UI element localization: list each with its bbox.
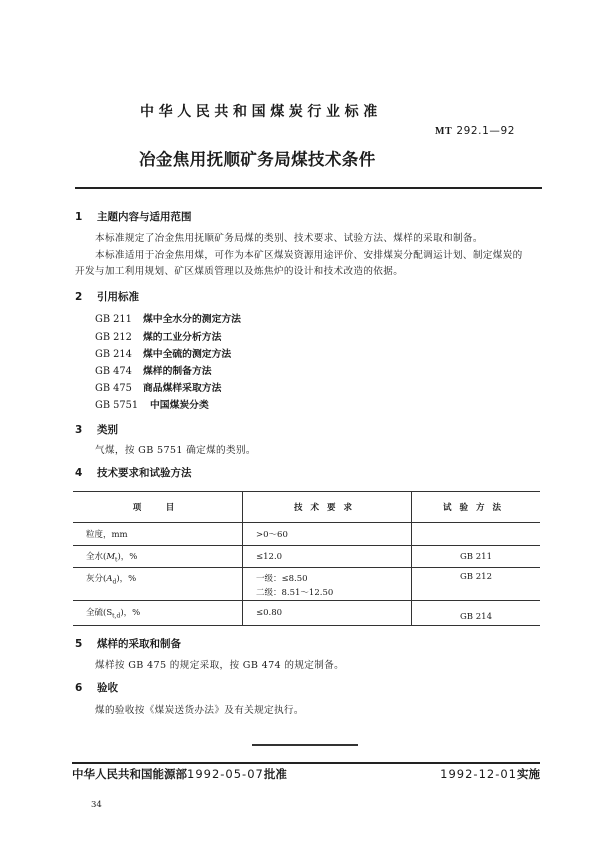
title-divider	[75, 187, 542, 189]
section-1-paragraph-1: 本标准规定了冶金焦用抚顺矿务局煤的类别、技术要求、试验方法、煤样的采取和制备。	[95, 233, 483, 244]
item-cell: 灰分$(A_d)$，%	[73, 568, 243, 601]
column-header-item: 项 目	[73, 492, 243, 523]
requirement-grade-1: 一级：≤8.50	[256, 574, 308, 584]
method-cell: GB 212	[412, 568, 541, 601]
section-5-paragraph: 煤样按 GB 475 的规定采取，按 GB 474 的规定制备。	[95, 660, 345, 671]
method-cell: GB 211	[412, 546, 541, 568]
table-row	[73, 568, 540, 601]
section-3-paragraph: 气煤，按 GB 5751 确定煤的类别。	[95, 445, 256, 456]
table-row	[73, 523, 540, 546]
footer-approval: 中华人民共和国能源部1992-05-07批准	[72, 767, 287, 781]
reference-item: GB 5751 中国煤炭分类	[95, 400, 209, 411]
method-cell	[412, 523, 541, 546]
requirement-cell	[243, 568, 412, 601]
requirement-cell: ≤0.80	[243, 601, 412, 626]
section-3-heading: 3 类别	[75, 424, 118, 436]
standard-code	[435, 125, 515, 137]
requirement-grade-2: 二级：8.51～12.50	[256, 588, 334, 598]
section-6-heading: 6 验收	[75, 682, 118, 694]
section-5-heading: 5 煤样的采取和制备	[75, 638, 181, 650]
standard-code-number: 292.1—92	[456, 125, 516, 137]
reference-item: GB 211 煤中全水分的测定方法	[95, 314, 241, 325]
page-number: 34	[91, 800, 102, 810]
table-header-row	[73, 492, 540, 523]
section-1-paragraph-2: 本标准适用于冶金焦用煤，可作为本矿区煤炭资源用途评价、安排煤炭分配调运计划、制定煤炭的	[95, 250, 523, 261]
requirement-cell: >0～60	[243, 523, 412, 546]
table-row	[73, 601, 540, 626]
section-1-heading: 1 主题内容与适用范围	[75, 211, 192, 223]
reference-item: GB 214 煤中全硫的测定方法	[95, 349, 232, 360]
reference-item: GB 474 煤样的制备方法	[95, 366, 212, 377]
item-cell: 全水$(M_t)$，%	[73, 546, 243, 568]
column-header-test-method: 试验方法	[412, 492, 541, 523]
method-cell: GB 214	[412, 601, 541, 626]
requirement-cell: ≤12.0	[243, 546, 412, 568]
end-of-text-rule	[252, 744, 358, 746]
section-2-heading: 2 引用标准	[75, 291, 139, 303]
item-cell: 全硫$(S_{t,d})$，%	[73, 601, 243, 626]
footer-effective: 1992-12-01实施	[440, 767, 540, 781]
standard-code-prefix: MT	[435, 126, 453, 137]
section-4-heading: 4 技术要求和试验方法	[75, 467, 192, 479]
column-header-requirement: 技术要求	[243, 492, 412, 523]
footer-divider	[72, 762, 540, 764]
reference-item: GB 475 商品煤样采取方法	[95, 383, 222, 394]
section-1-paragraph-2-cont: 开发与加工利用规划、矿区煤质管理以及炼焦炉的设计和技术改造的依据。	[75, 266, 404, 277]
document-title: 冶金焦用抚顺矿务局煤技术条件	[139, 150, 376, 169]
reference-item: GB 212 煤的工业分析方法	[95, 332, 222, 343]
item-cell: 粒度，mm	[73, 523, 243, 546]
section-6-paragraph: 煤的验收按《煤炭送货办法》及有关规定执行。	[95, 705, 304, 716]
technical-requirements-table	[73, 491, 540, 626]
table-row	[73, 546, 540, 568]
standard-category: 中华人民共和国煤炭行业标准	[140, 104, 382, 120]
